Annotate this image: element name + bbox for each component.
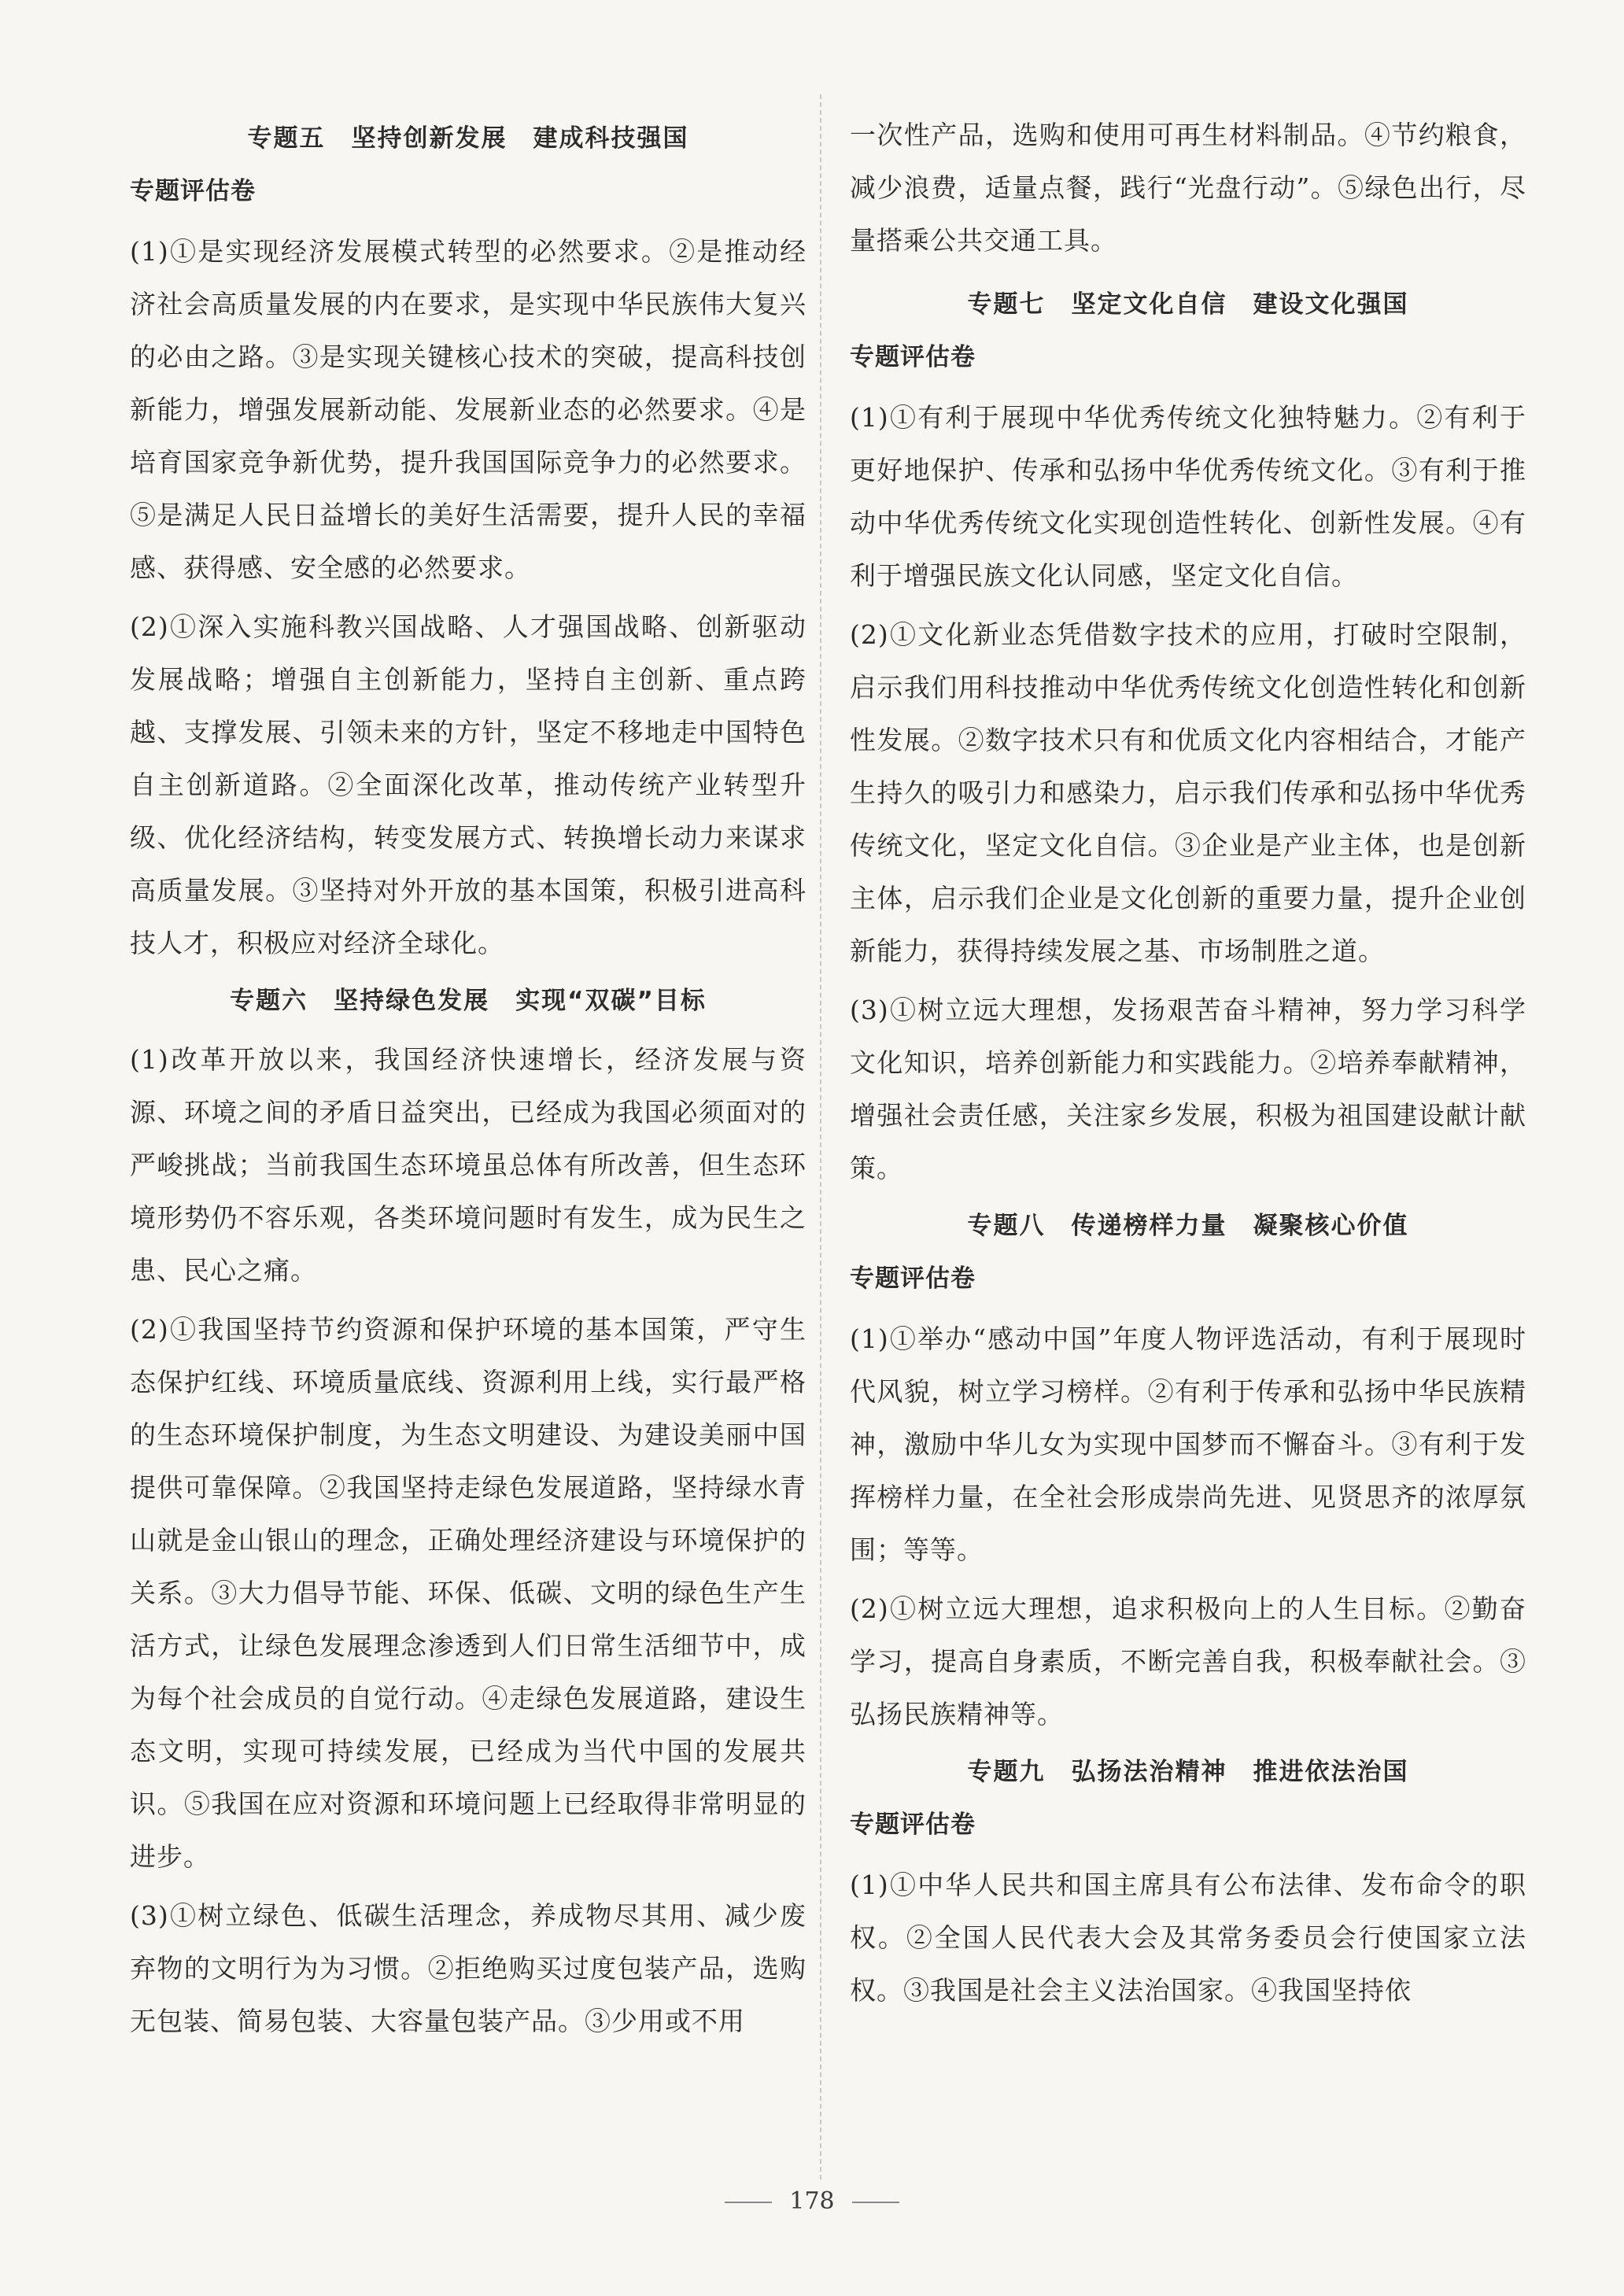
section-7-subheading: 专题评估卷 — [850, 343, 976, 371]
section-6-title: 专题六 坚持绿色发展 实现“双碳”目标 — [230, 987, 707, 1015]
section-9-answer-1: (1)①中华人民共和国主席具有公布法律、发布命令的职权。②全国人民代表大会及其常务委员会行使国家立法权。③我国是社会主义法治国家。④我国坚持依 — [850, 1870, 1526, 2006]
section-8-answer-1: (1)①举办“感动中国”年度人物评选活动，有利于展现时代风貌，树立学习榜样。②有利于传承和弘扬中华民族精神，激励中华儿女为实现中国梦而不懈奋斗。③有利于发挥榜样力量，在全社会形成崇尚先进、见贤思齐的浓厚氛围；等等。 — [850, 1323, 1526, 1565]
section-8-answer-2: (2)①树立远大理想，追求积极向上的人生目标。②勤奋学习，提高自身素质，不断完善自我，积极奉献社会。③弘扬民族精神等。 — [850, 1593, 1526, 1729]
section-5-subheading: 专题评估卷 — [130, 177, 256, 205]
section-9-subheading: 专题评估卷 — [850, 1811, 976, 1839]
section-7-title: 专题七 坚定文化自信 建设文化强国 — [967, 290, 1409, 319]
column-divider — [820, 94, 821, 2180]
section-5-answer-1: (1)①是实现经济发展模式转型的必然要求。②是推动经济社会高质量发展的内在要求，是实现中华民族伟大复兴的必由之路。③是实现关键核心技术的突破，提高科技创新能力，增强发展新动能、发展新业态的必然要求。④是培育国家竞争新优势，提升我国国际竞争力的必然要求。⑤是满足人民日益增长的美好生活需要，提升人民的幸福感、获得感、安全感的必然要求。 — [130, 236, 806, 583]
section-8-subheading: 专题评估卷 — [850, 1264, 976, 1293]
section-6-answer-1: (1)改革开放以来，我国经济快速增长，经济发展与资源、环境之间的矛盾日益突出，已经成为我国必须面对的严峻挑战；当前我国生态环境虽总体有所改善，但生态环境形势仍不容乐观，各类环境问题时有发生，成为民生之患、民心之痛。 — [130, 1044, 806, 1286]
section-6-answer-2: (2)①我国坚持节约资源和保护环境的基本国策，严守生态保护红线、环境质量底线、资源利用上线，实行最严格的生态环境保护制度，为生态文明建设、为建设美丽中国提供可靠保障。②我国坚持走绿色发展道路，坚持绿水青山就是金山银山的理念，正确处理经济建设与环境保护的关系。③大力倡导节能、环保、低碳、文明的绿色生产生活方式，让绿色发展理念渗透到人们日常生活细节中，成为每个社会成员的自觉行动。④走绿色发展道路，建设生态文明，实现可持续发展，已经成为当代中国的发展共识。⑤我国在应对资源和环境问题上已经取得非常明显的进步。 — [130, 1314, 806, 1872]
section-9-title: 专题九 弘扬法治精神 推进依法治国 — [967, 1758, 1409, 1786]
footer-dash-left — [725, 2202, 772, 2203]
page-footer — [0, 2187, 1624, 2215]
footer-dash-right — [852, 2202, 899, 2203]
right-column — [850, 118, 1526, 2023]
page-number: 178 — [789, 2187, 835, 2215]
section-5-title: 专题五 坚持创新发展 建成科技强国 — [247, 124, 689, 153]
section-7-answer-2: (2)①文化新业态凭借数字技术的应用，打破时空限制，启示我们用科技推动中华优秀传统文化创造性转化和创新性发展。②数字技术只有和优质文化内容相结合，才能产生持久的吸引力和感染力，启示我们传承和弘扬中华优秀传统文化，坚定文化自信。③企业是产业主体，也是创新主体，启示我们企业是文化创新的重要力量，提升企业创新能力，获得持续发展之基、市场制胜之道。 — [850, 619, 1526, 966]
left-column — [130, 118, 806, 2054]
section-8-title: 专题八 传递榜样力量 凝聚核心价值 — [967, 1212, 1409, 1240]
section-7-answer-1: (1)①有利于展现中华优秀传统文化独特魅力。②有利于更好地保护、传承和弘扬中华优秀传统文化。③有利于推动中华优秀传统文化实现创造性转化、创新性发展。④有利于增强民族文化认同感，坚定文化自信。 — [850, 402, 1526, 591]
section-6-answer-3: (3)①树立绿色、低碳生活理念，养成物尽其用、减少废弃物的文明行为为习惯。②拒绝购买过度包装产品，选购无包装、简易包装、大容量包装产品。③少用或不用 — [130, 1900, 806, 2036]
section-5-answer-2: (2)①深入实施科教兴国战略、人才强国战略、创新驱动发展战略；增强自主创新能力，坚持自主创新、重点跨越、支撑发展、引领未来的方针，坚定不移地走中国特色自主创新道路。②全面深化改革，推动传统产业转型升级、优化经济结构，转变发展方式、转换增长动力来谋求高质量发展。③坚持对外开放的基本国策，积极引进高科技人才，积极应对经济全球化。 — [130, 611, 806, 958]
section-7-answer-3: (3)①树立远大理想，发扬艰苦奋斗精神，努力学习科学文化知识，培养创新能力和实践能力。②培养奉献精神，增强社会责任感，关注家乡发展，积极为祖国建设献计献策。 — [850, 995, 1526, 1183]
section-6-answer-3-continued: 一次性产品，选购和使用可再生材料制品。④节约粮食，减少浪费，适量点餐，践行“光盘行动”。⑤绿色出行，尽量搭乘公共交通工具。 — [850, 120, 1526, 256]
